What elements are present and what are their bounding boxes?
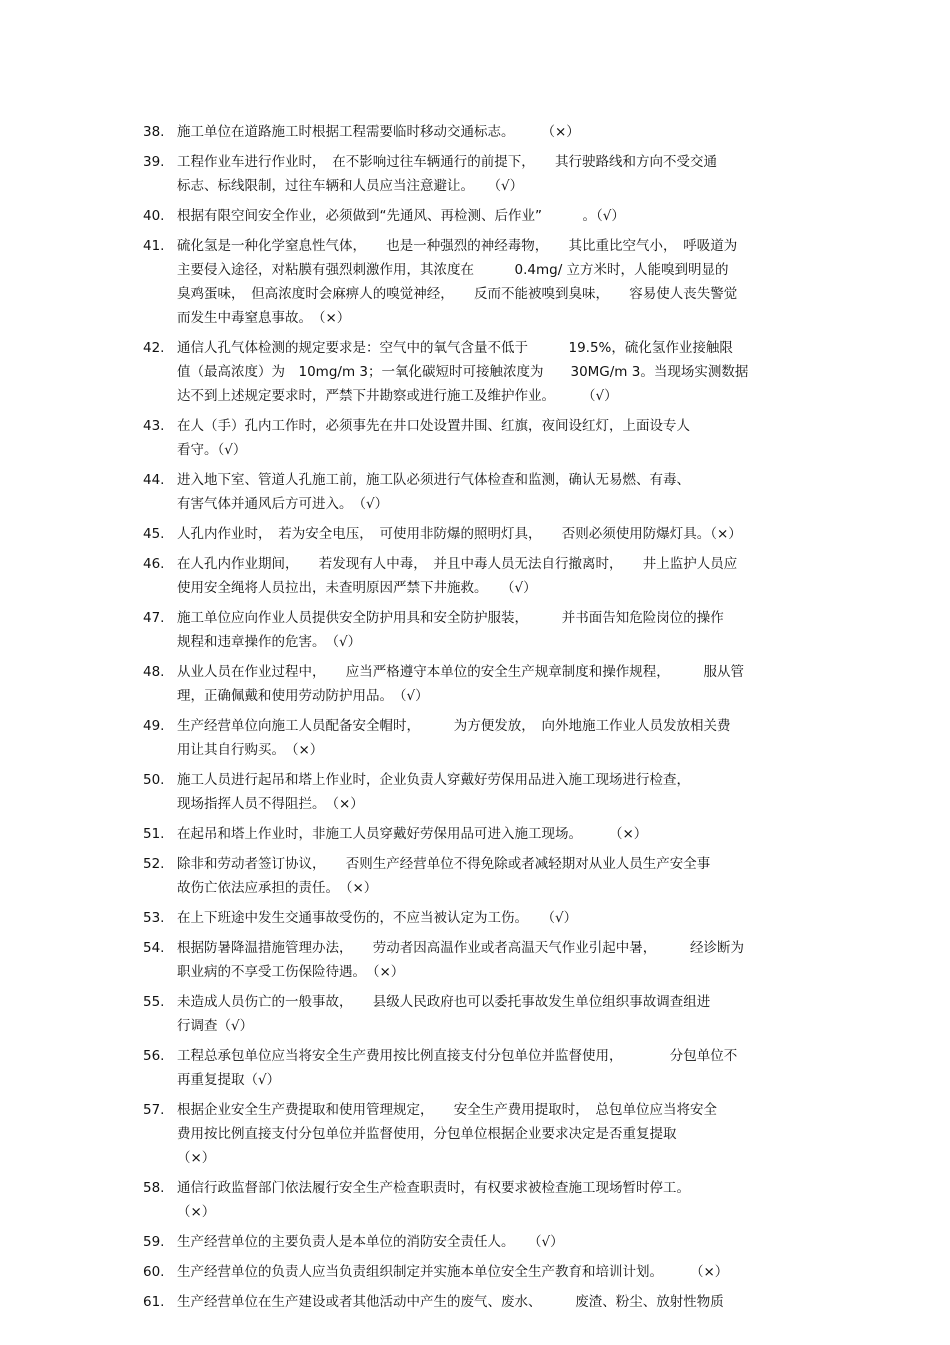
question-text (177, 120, 808, 144)
question-item (143, 906, 808, 930)
question-number: 45. (143, 526, 165, 542)
question-text-line: 有害气体并通风后方可进入。 （√） (177, 496, 389, 512)
question-text (177, 1290, 808, 1314)
question-text (177, 1230, 808, 1254)
question-text (177, 768, 808, 816)
question-text (177, 204, 808, 228)
question-item (143, 336, 808, 408)
question-text-line: 在人（手）孔内工作时，必须事先在井口处设置井围、红旗，夜间设红灯，上面设专人 (177, 418, 690, 434)
question-text (177, 852, 808, 900)
question-number: 47. (143, 610, 165, 626)
question-text (177, 1044, 808, 1092)
question-item (143, 468, 808, 516)
question-item (143, 852, 808, 900)
question-item (143, 234, 808, 330)
question-text (177, 660, 808, 708)
question-text-line: （×） (177, 1204, 216, 1220)
question-number: 43. (143, 418, 165, 434)
question-text-line: 值（最高浓度）为 10mg/m 3；一氧化碳短时可接触浓度为 30MG/m 3。当现场实测数据 (177, 364, 749, 380)
question-text-line: 通信人孔气体检测的规定要求是：空气中的氧气含量不低于 19.5%，硫化氢作业接触限 (177, 340, 733, 356)
question-item (143, 1044, 808, 1092)
question-text-line: 施工单位在道路施工时根据工程需要临时移动交通标志。 （×） (177, 124, 580, 140)
question-item (143, 936, 808, 984)
question-text-line: 使用安全绳将人员拉出，未查明原因严禁下井施救。 （√） (177, 580, 537, 596)
question-number: 57. (143, 1102, 165, 1118)
question-text-line: 进入地下室、管道人孔施工前，施工队必须进行气体检查和监测，确认无易燃、有毒、 (177, 472, 690, 488)
question-text-line: 用让其自行购买。 （×） (177, 742, 324, 758)
question-text (177, 990, 808, 1038)
question-text-line: 生产经营单位在生产建设或者其他活动中产生的废气、废水、 废渣、粉尘、放射性物质 (177, 1294, 724, 1310)
question-number: 44. (143, 472, 165, 488)
question-number: 55. (143, 994, 165, 1010)
question-text-line: 费用按比例直接支付分包单位并监督使用，分包单位根据企业要求决定是否重复提取 (177, 1126, 677, 1142)
question-text (177, 414, 808, 462)
question-text (177, 552, 808, 600)
question-text-line: 规程和违章操作的危害。 （√） (177, 634, 362, 650)
question-text-line: 现场指挥人员不得阻拦。 （×） (177, 796, 364, 812)
question-item (143, 552, 808, 600)
question-list (143, 120, 808, 1320)
question-text-line: 人孔内作业时， 若为安全电压， 可使用非防爆的照明灯具， 否则必须使用防爆灯具。（×） (177, 526, 742, 542)
question-number: 59. (143, 1234, 165, 1250)
question-number: 41. (143, 238, 165, 254)
question-text-line: 职业病的不享受工伤保险待遇。 （×） (177, 964, 405, 980)
question-text (177, 606, 808, 654)
question-text (177, 468, 808, 516)
question-item (143, 522, 808, 546)
question-text-line: 再重复提取（√） (177, 1072, 281, 1088)
question-text-line: 未造成人员伤亡的一般事故， 县级人民政府也可以委托事故发生单位组织事故调查组进 (177, 994, 711, 1010)
question-text-line: 行调查（√） (177, 1018, 254, 1034)
question-number: 56. (143, 1048, 165, 1064)
question-item (143, 1176, 808, 1224)
question-text-line: 达不到上述规定要求时，严禁下井勘察或进行施工及维护作业。 （√） (177, 388, 618, 404)
question-number: 52. (143, 856, 165, 872)
question-text-line: 工程作业车进行作业时， 在不影响过往车辆通行的前提下， 其行驶路线和方向不受交通 (177, 154, 717, 170)
question-text-line: 臭鸡蛋味， 但高浓度时会麻痹人的嗅觉神经， 反而不能被嗅到臭味， 容易使人丧失警觉 (177, 286, 738, 302)
question-text-line: （×） (177, 1150, 216, 1166)
question-text (177, 906, 808, 930)
question-number: 54. (143, 940, 165, 956)
question-text-line: 主要侵入途径，对粘膜有强烈刺激作用，其浓度在 0.4mg/ 立方米时，人能嗅到明显的 (177, 262, 729, 278)
question-item (143, 1260, 808, 1284)
question-text (177, 1260, 808, 1284)
question-text (177, 714, 808, 762)
question-number: 38. (143, 124, 165, 140)
question-text-line: 从业人员在作业过程中， 应当严格遵守本单位的安全生产规章制度和操作规程， 服从管 (177, 664, 744, 680)
question-number: 40. (143, 208, 165, 224)
question-item (143, 990, 808, 1038)
question-number: 39. (143, 154, 165, 170)
question-text-line: 在起吊和塔上作业时，非施工人员穿戴好劳保用品可进入施工现场。 （×） (177, 826, 648, 842)
question-item (143, 660, 808, 708)
question-text-line: 故伤亡依法应承担的责任。 （×） (177, 880, 378, 896)
question-item (143, 768, 808, 816)
question-item (143, 1098, 808, 1170)
question-number: 49. (143, 718, 165, 734)
question-number: 48. (143, 664, 165, 680)
question-number: 51. (143, 826, 165, 842)
question-text (177, 1176, 808, 1224)
question-text-line: 生产经营单位的负责人应当负责组织制定并实施本单位安全生产教育和培训计划。 （×） (177, 1264, 729, 1280)
question-text (177, 822, 808, 846)
question-item (143, 1230, 808, 1254)
question-item (143, 714, 808, 762)
question-text-line: 根据有限空间安全作业，必须做到“先通风、再检测、后作业” 。（√） (177, 208, 625, 224)
question-text-line: 根据防暑降温措施管理办法， 劳动者因高温作业或者高温天气作业引起中暑， 经诊断为 (177, 940, 744, 956)
question-text (177, 1098, 808, 1170)
question-text-line: 生产经营单位向施工人员配备安全帽时， 为方便发放， 向外地施工作业人员发放相关费 (177, 718, 731, 734)
question-text-line: 而发生中毒窒息事故。 （×） (177, 310, 351, 326)
question-text-line: 标志、标线限制，过往车辆和人员应当注意避让。 （√） (177, 178, 524, 194)
question-item (143, 1290, 808, 1314)
question-number: 50. (143, 772, 165, 788)
question-text-line: 在人孔内作业期间， 若发现有人中毒， 并且中毒人员无法自行撤离时， 井上监护人员应 (177, 556, 738, 572)
question-text (177, 936, 808, 984)
question-number: 60. (143, 1264, 165, 1280)
question-text-line: 生产经营单位的主要负责人是本单位的消防安全责任人。 （√） (177, 1234, 564, 1250)
question-text (177, 336, 808, 408)
question-text (177, 234, 808, 330)
question-text-line: 施工单位应向作业人员提供安全防护用具和安全防护服装， 并书面告知危险岗位的操作 (177, 610, 724, 626)
question-text-line: 理，正确佩戴和使用劳动防护用品。 （√） (177, 688, 429, 704)
question-item (143, 150, 808, 198)
question-text-line: 根据企业安全生产费提取和使用管理规定， 安全生产费用提取时， 总包单位应当将安全 (177, 1102, 717, 1118)
question-number: 53. (143, 910, 165, 926)
question-text-line: 工程总承包单位应当将安全生产费用按比例直接支付分包单位并监督使用， 分包单位不 (177, 1048, 738, 1064)
question-text (177, 522, 808, 546)
question-item (143, 606, 808, 654)
question-number: 42. (143, 340, 165, 356)
question-number: 58. (143, 1180, 165, 1196)
question-item (143, 204, 808, 228)
question-number: 46. (143, 556, 165, 572)
question-item (143, 822, 808, 846)
question-item (143, 120, 808, 144)
question-number: 61. (143, 1294, 165, 1310)
question-text-line: 除非和劳动者签订协议， 否则生产经营单位不得免除或者减轻期对从业人员生产安全事 (177, 856, 711, 872)
question-text-line: 施工人员进行起吊和塔上作业时，企业负责人穿戴好劳保用品进入施工现场进行检查， (177, 772, 690, 788)
question-text-line: 看守。（√） (177, 442, 247, 458)
question-text-line: 通信行政监督部门依法履行安全生产检查职责时，有权要求被检查施工现场暂时停工。 (177, 1180, 690, 1196)
question-text-line: 硫化氢是一种化学窒息性气体， 也是一种强烈的神经毒物， 其比重比空气小， 呼吸道为 (177, 238, 738, 254)
question-item (143, 414, 808, 462)
question-text (177, 150, 808, 198)
question-text-line: 在上下班途中发生交通事故受伤的，不应当被认定为工伤。 （√） (177, 910, 578, 926)
